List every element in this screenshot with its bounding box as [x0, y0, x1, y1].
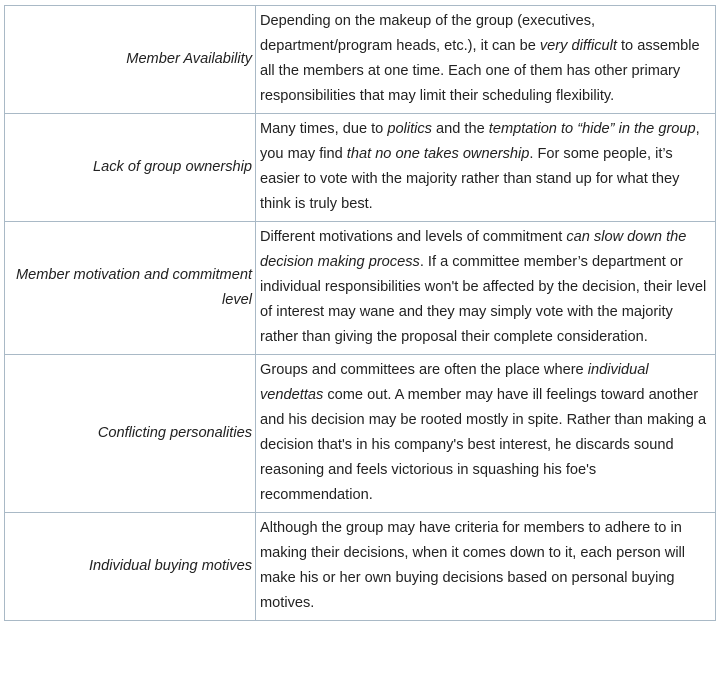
description-text: Depending on the makeup of the group (executives, department/program heads, etc.), it can be [260, 13, 596, 54]
row-description [256, 222, 716, 355]
emphasized-text: temptation to “hide” in the group [488, 121, 696, 137]
emphasized-text: can slow down the decision making process [260, 229, 687, 270]
description-text: Although the group may have criteria for members to adhere to in making their decisions, when it comes down to it, each person will make his or her own buying decisions based on personal buying motives. [260, 520, 686, 611]
description-text: Groups and committees are often the place where [260, 362, 588, 378]
description-text: to assemble all the members at one time. Each one of them has other primary responsibilities that may limit their scheduling flexibility. [260, 38, 700, 104]
description-text: Many times, due to [260, 121, 388, 137]
row-label: Individual buying motives [5, 513, 256, 621]
table-row [5, 114, 716, 222]
row-description [256, 513, 716, 621]
row-description [256, 355, 716, 513]
table-row [5, 6, 716, 114]
table-row [5, 222, 716, 355]
row-label: Member motivation and commitment level [5, 222, 256, 355]
row-label: Lack of group ownership [5, 114, 256, 222]
row-label: Conflicting personalities [5, 355, 256, 513]
row-label: Member Availability [5, 6, 256, 114]
description-text: come out. A member may have ill feelings toward another and his decision may be rooted mostly in spite. Rather than making a decision that's in his company's best interest, he discards sound reasoning and feels victorious in squashing his foe's recommendation. [260, 387, 707, 503]
factors-table-body [5, 6, 716, 621]
emphasized-text: that no one takes ownership [346, 146, 530, 162]
description-text: . For some people, it’s easier to vote with the majority rather than stand up for what they think is truly best. [260, 146, 680, 212]
description-text: , you may find [260, 121, 700, 162]
table-row [5, 355, 716, 513]
row-description [256, 114, 716, 222]
description-text: Different motivations and levels of commitment [260, 229, 567, 245]
factors-table [4, 5, 716, 621]
emphasized-text: politics [387, 121, 432, 137]
row-description [256, 6, 716, 114]
table-row [5, 513, 716, 621]
emphasized-text: very difficult [539, 38, 617, 54]
emphasized-text: individual vendettas [260, 362, 649, 403]
description-text: and the [431, 121, 489, 137]
description-text: . If a committee member’s department or individual responsibilities won't be affected by the decision, their level of interest may wane and they may simply vote with the majority rather than giving the proposal their complete consideration. [260, 254, 707, 345]
